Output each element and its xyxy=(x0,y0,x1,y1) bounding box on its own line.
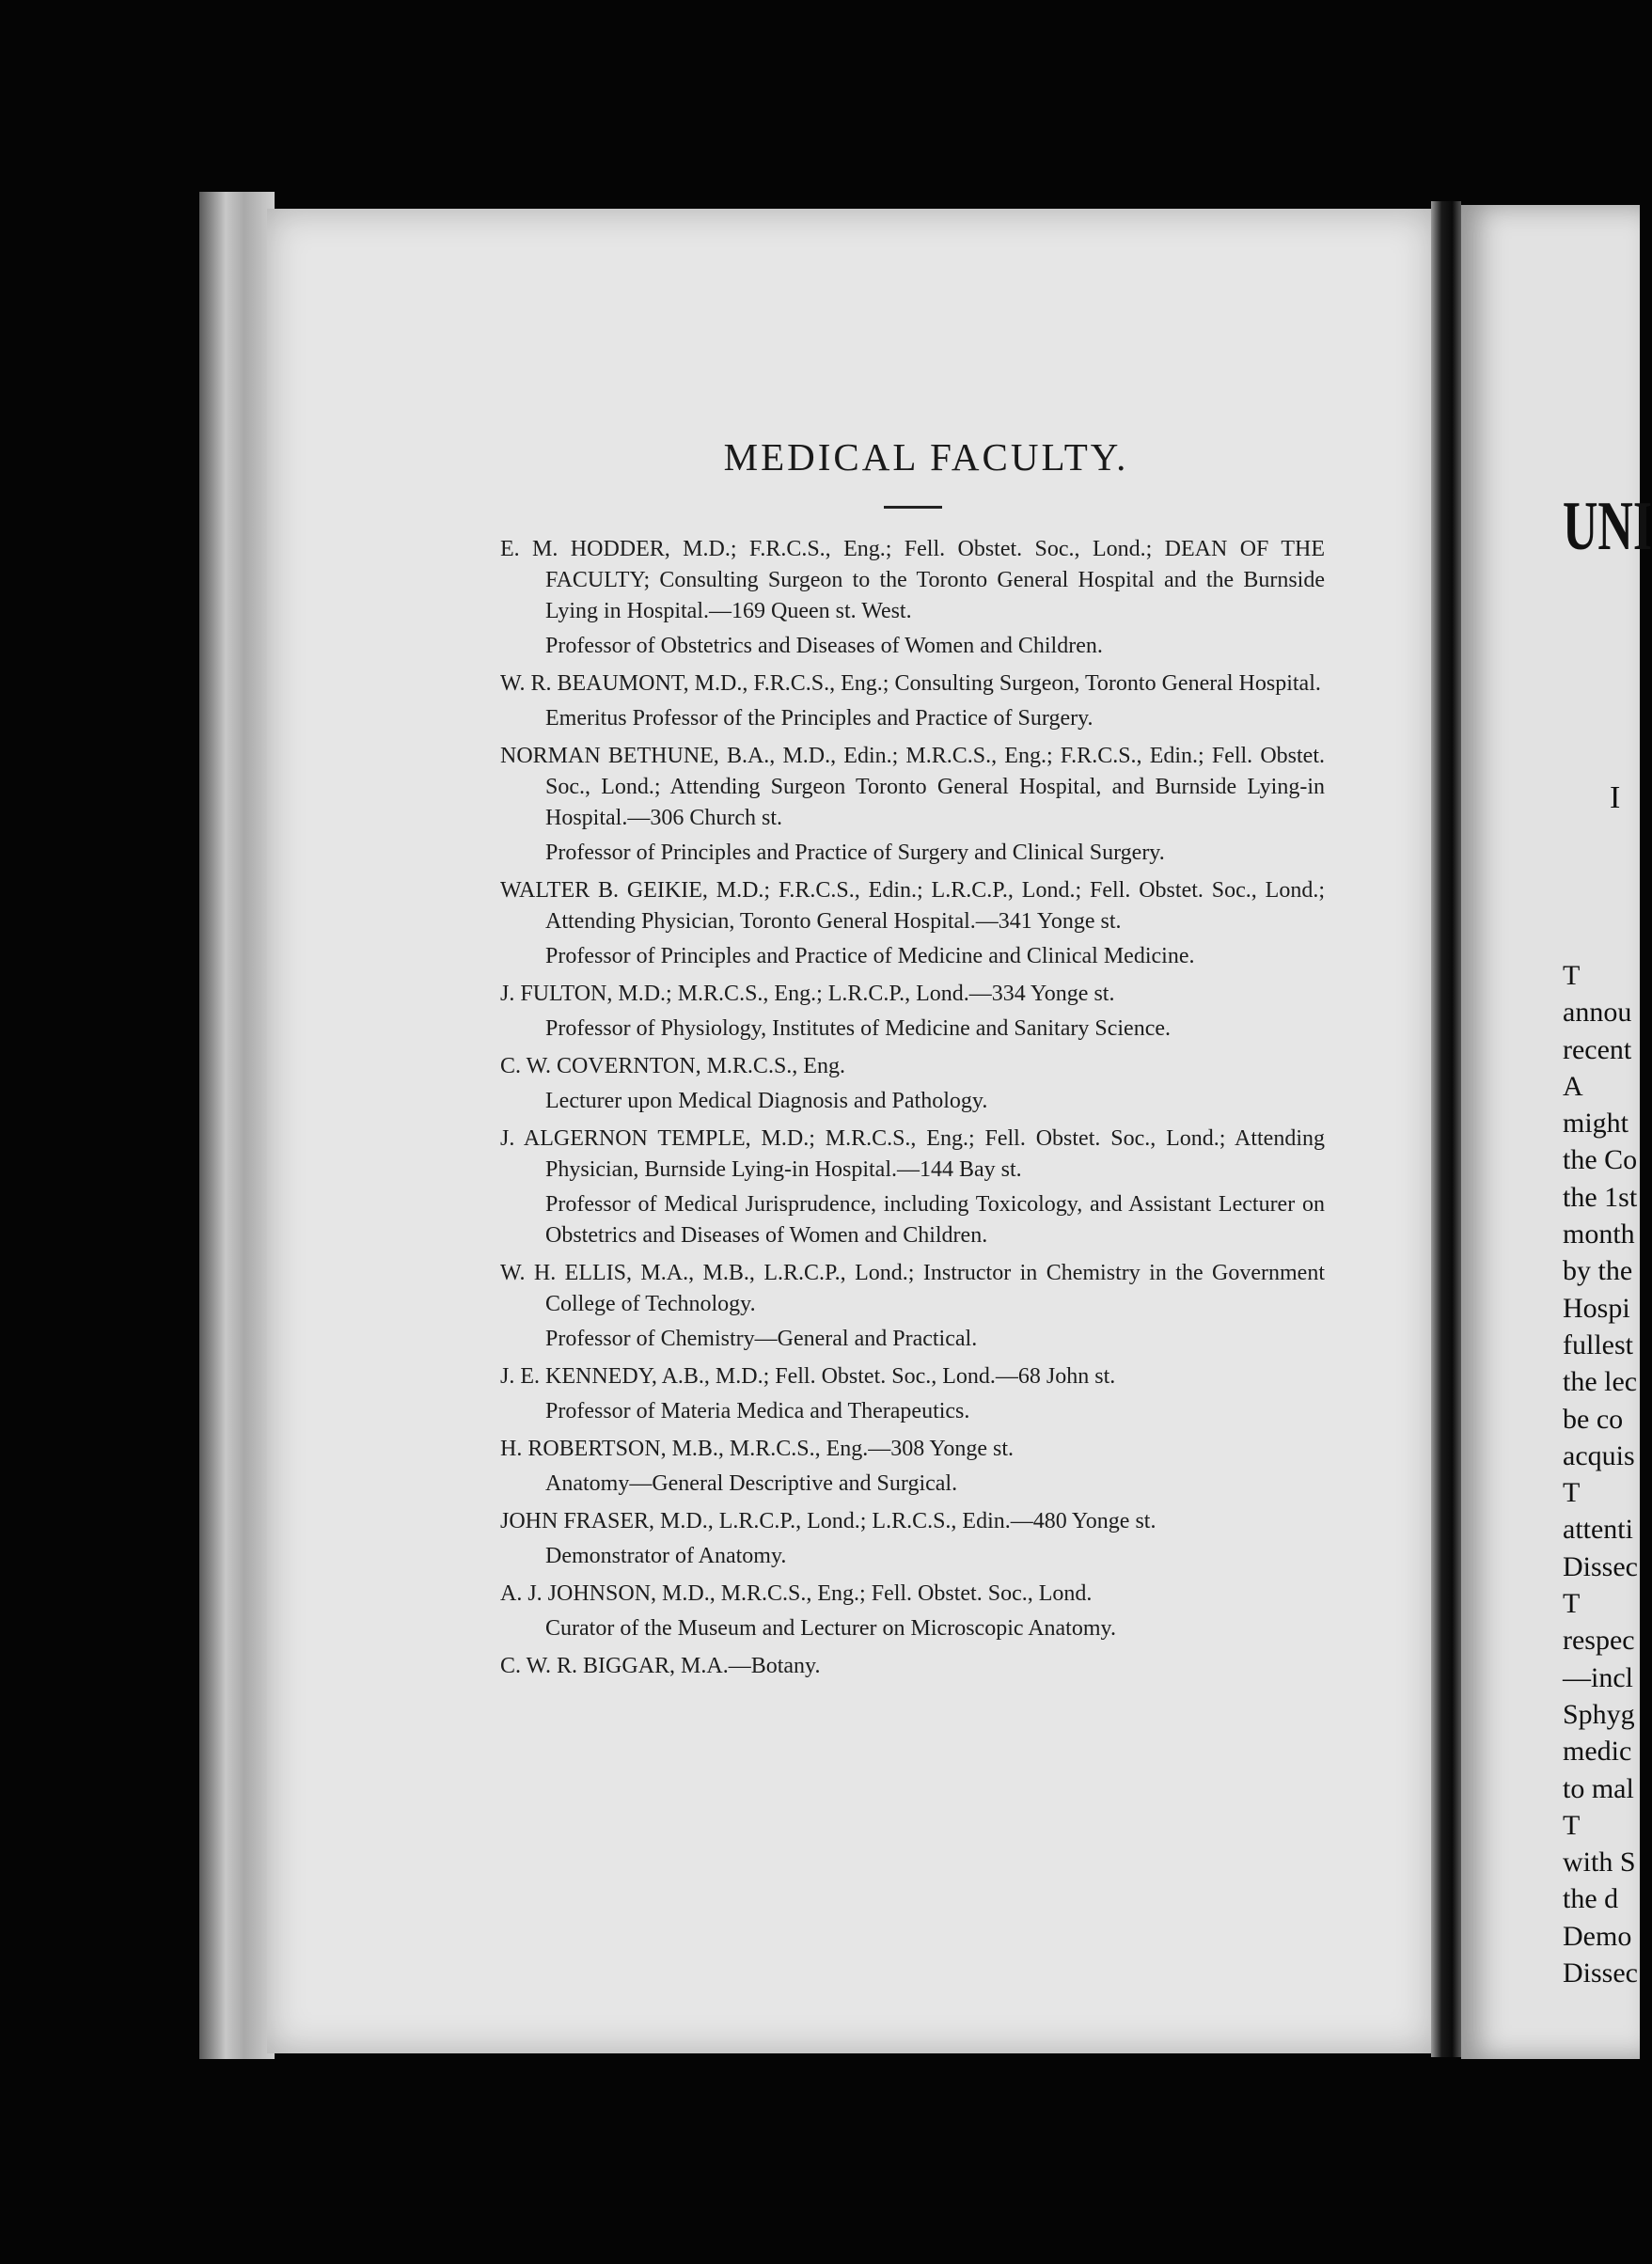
faculty-entry xyxy=(500,534,1325,662)
right-page-line: the d xyxy=(1563,1883,1619,1915)
faculty-member: J. FULTON, M.D.; M.R.C.S., Eng.; L.R.C.P., Lond.—334 Yonge st. xyxy=(500,982,1115,1006)
faculty-entry xyxy=(500,741,1325,869)
right-page-line: fullest xyxy=(1563,1329,1633,1360)
right-page-line: the lec xyxy=(1563,1366,1638,1398)
faculty-list xyxy=(500,534,1325,1689)
faculty-entry xyxy=(500,1258,1325,1355)
faculty-member: H. ROBERTSON, M.B., M.R.C.S., Eng.—308 Yonge st. xyxy=(500,1437,1014,1461)
faculty-position: Professor of Principles and Practice of Medicine and Clinical Medicine. xyxy=(545,944,1195,968)
faculty-member: W. R. BEAUMONT, M.D., F.R.C.S., Eng.; Consulting Surgeon, Toronto General Hospital. xyxy=(500,671,1321,696)
right-page-line: Sphyg xyxy=(1563,1698,1635,1730)
right-page-line: attenti xyxy=(1563,1514,1633,1546)
faculty-member: J. E. KENNEDY, A.B., M.D.; Fell. Obstet. Soc., Lond.—68 John st. xyxy=(500,1364,1116,1389)
right-page-line: month xyxy=(1563,1218,1635,1250)
faculty-position: Professor of Obstetrics and Diseases of Women and Children. xyxy=(545,634,1103,658)
faculty-member: A. J. JOHNSON, M.D., M.R.C.S., Eng.; Fell. Obstet. Soc., Lond. xyxy=(500,1581,1093,1606)
right-page-line: acquis xyxy=(1563,1439,1635,1471)
faculty-position: Anatomy—General Descriptive and Surgical. xyxy=(545,1471,958,1496)
right-page-line: Dissec xyxy=(1563,1550,1638,1582)
faculty-position: Emeritus Professor of the Principles and Practice of Surgery. xyxy=(545,706,1093,731)
right-page-line: with S xyxy=(1563,1847,1636,1879)
title-rule xyxy=(884,506,942,509)
right-page-subheading: I xyxy=(1610,780,1621,815)
right-page-line: recent xyxy=(1563,1033,1632,1065)
book-gutter xyxy=(1431,201,1461,2057)
right-page-line: the 1st xyxy=(1563,1181,1638,1213)
faculty-member: J. ALGERNON TEMPLE, M.D.; M.R.C.S., Eng.; Fell. Obstet. Soc., Lond.; Attending Physician, Burnside Lying-in Hospital.—144 Bay st. xyxy=(500,1126,1325,1182)
faculty-member: W. H. ELLIS, M.A., M.B., L.R.C.P., Lond.; Instructor in Chemistry in the Government College of Technology. xyxy=(500,1261,1325,1316)
faculty-member: C. W. COVERNTON, M.R.C.S., Eng. xyxy=(500,1054,845,1078)
right-page-text xyxy=(1563,957,1638,1991)
right-page-line: T xyxy=(1563,1477,1581,1509)
faculty-member: NORMAN BETHUNE, B.A., M.D., Edin.; M.R.C.S., Eng.; F.R.C.S., Edin.; Fell. Obstet. Soc., Lond.; Attending Surgeon Toronto General Hospital, and Burnside Lying-in Hospital.—306 Church st. xyxy=(500,744,1325,830)
faculty-position: Lecturer upon Medical Diagnosis and Pathology. xyxy=(545,1089,988,1113)
right-page-line: be co xyxy=(1563,1403,1624,1435)
faculty-position: Demonstrator of Anatomy. xyxy=(545,1544,787,1568)
faculty-entry xyxy=(500,979,1325,1045)
faculty-member: WALTER B. GEIKIE, M.D.; F.R.C.S., Edin.; L.R.C.P., Lond.; Fell. Obstet. Soc., Lond.; Attending Physician, Toronto General Hospital.—341 Yonge st. xyxy=(500,878,1325,934)
right-page-line: the Co xyxy=(1563,1144,1638,1176)
faculty-entry xyxy=(500,668,1325,734)
faculty-position: Professor of Materia Medica and Therapeutics. xyxy=(545,1399,970,1423)
right-page-heading: UNI xyxy=(1563,488,1652,565)
faculty-member: JOHN FRASER, M.D., L.R.C.P., Lond.; L.R.C.S., Edin.—480 Yonge st. xyxy=(500,1509,1156,1533)
faculty-entry xyxy=(500,1361,1325,1427)
faculty-position: Curator of the Museum and Lecturer on Microscopic Anatomy. xyxy=(545,1616,1116,1641)
right-page-line: respec xyxy=(1563,1625,1635,1657)
right-page-line: T xyxy=(1563,1588,1581,1620)
faculty-member: E. M. HODDER, M.D.; F.R.C.S., Eng.; Fell. Obstet. Soc., Lond.; DEAN OF THE FACULTY; Consulting Surgeon to the Toronto General Hospital and the Burnside Lying in Hospital.—169 Queen st. West. xyxy=(500,537,1325,623)
faculty-position: Professor of Physiology, Institutes of Medicine and Sanitary Science. xyxy=(545,1016,1171,1041)
right-page-line: —incl xyxy=(1563,1661,1633,1693)
right-page-line: T xyxy=(1563,1809,1581,1841)
faculty-entry xyxy=(500,1506,1325,1572)
faculty-entry xyxy=(500,1051,1325,1117)
faculty-entry xyxy=(500,1579,1325,1644)
right-page-line: might xyxy=(1563,1108,1629,1140)
right-page-line: T xyxy=(1563,960,1581,991)
right-page-line: to mal xyxy=(1563,1772,1634,1804)
right-page-line: A xyxy=(1563,1070,1583,1102)
faculty-entry xyxy=(500,1124,1325,1251)
faculty-position: Professor of Principles and Practice of Surgery and Clinical Surgery. xyxy=(545,841,1165,865)
faculty-entry xyxy=(500,875,1325,972)
right-page-line: by the xyxy=(1563,1255,1633,1287)
faculty-position: Professor of Chemistry—General and Practical. xyxy=(545,1327,978,1351)
right-page-line: Dissec xyxy=(1563,1957,1638,1989)
right-page-line: Demo xyxy=(1563,1920,1632,1952)
faculty-member: C. W. R. BIGGAR, M.A.—Botany. xyxy=(500,1654,821,1678)
right-page-line: annou xyxy=(1563,997,1632,1029)
right-page-partial xyxy=(1461,205,1652,2059)
right-page-line: medic xyxy=(1563,1736,1632,1768)
faculty-entry xyxy=(500,1434,1325,1500)
faculty-position: Professor of Medical Jurisprudence, including Toxicology, and Assistant Lecturer on Obstetrics and Diseases of Women and Children. xyxy=(545,1192,1325,1248)
right-page-line: Hospi xyxy=(1563,1292,1630,1324)
faculty-entry xyxy=(500,1651,1325,1682)
page-title: MEDICAL FACULTY. xyxy=(723,435,1129,479)
